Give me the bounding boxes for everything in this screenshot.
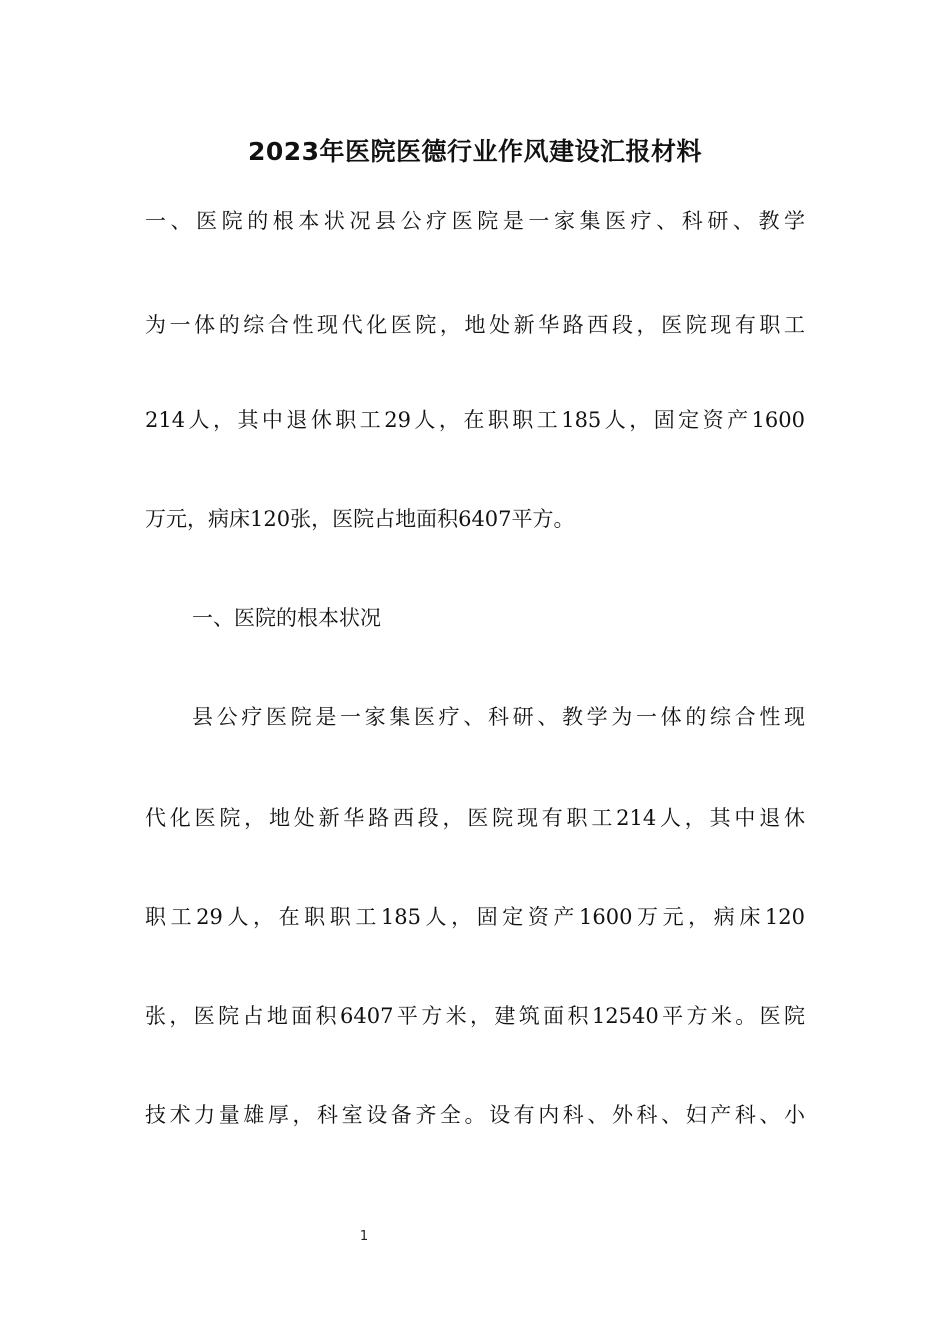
paragraph-line: 一、医院的根本状况县公疗医院是一家集医疗、科研、教学 xyxy=(145,209,805,233)
section-heading: 一、医院的根本状况 xyxy=(192,606,381,630)
paragraph-line: 张，医院占地面积6407平方米，建筑面积12540平方米。医院 xyxy=(145,1004,805,1028)
paragraph-line: 技术力量雄厚，科室设备齐全。设有内科、外科、妇产科、小 xyxy=(145,1103,805,1127)
paragraph-line: 为一体的综合性现代化医院，地处新华路西段，医院现有职工 xyxy=(145,313,805,337)
document-title: 2023年医院医德行业作风建设汇报材料 xyxy=(247,137,703,166)
paragraph-line: 县公疗医院是一家集医疗、科研、教学为一体的综合性现 xyxy=(192,705,805,729)
paragraph-line: 214人，其中退休职工29人，在职职工185人，固定资产1600 xyxy=(145,408,805,432)
paragraph-line: 代化医院，地处新华路西段，医院现有职工214人，其中退休 xyxy=(145,806,805,830)
paragraph-line: 职工29人，在职职工185人，固定资产1600万元，病床120 xyxy=(145,905,805,929)
paragraph-line: 万元，病床120张，医院占地面积6407平方。 xyxy=(145,507,575,531)
page-number: 1 xyxy=(359,1229,369,1244)
